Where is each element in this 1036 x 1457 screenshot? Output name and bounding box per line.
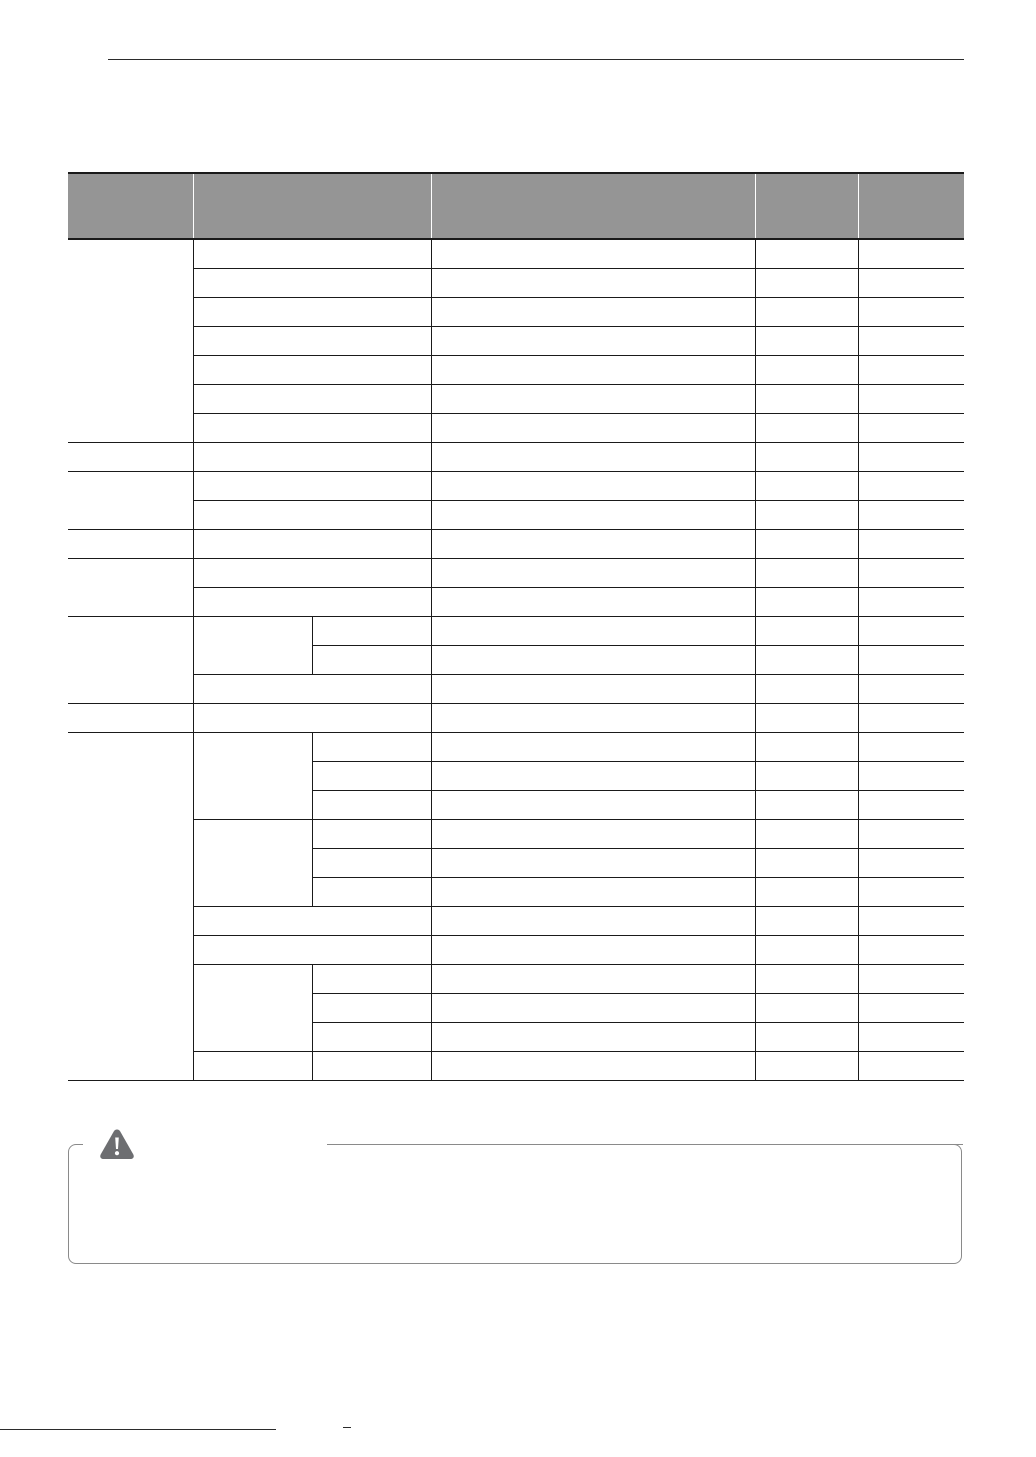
table-cell — [858, 530, 964, 559]
table-cell — [858, 588, 964, 617]
table-cell — [755, 965, 858, 994]
table-cell — [431, 588, 755, 617]
table-cell — [431, 791, 755, 820]
subgroup-cell — [193, 617, 312, 675]
table-row — [68, 414, 964, 443]
table-row — [68, 936, 964, 965]
table-cell — [312, 820, 431, 849]
table-cell — [858, 298, 964, 327]
table-cell — [755, 646, 858, 675]
table-cell — [755, 791, 858, 820]
table-row — [68, 965, 964, 994]
specification-table — [68, 172, 964, 1081]
table-cell — [193, 356, 431, 385]
table-cell — [431, 878, 755, 907]
table-cell — [858, 559, 964, 588]
table-cell — [193, 414, 431, 443]
table-cell — [431, 501, 755, 530]
table-cell — [858, 414, 964, 443]
table-cell — [858, 501, 964, 530]
table-cell — [431, 239, 755, 269]
table-cell — [193, 501, 431, 530]
table-cell — [858, 356, 964, 385]
subgroup-cell — [193, 1052, 312, 1081]
table-cell — [431, 936, 755, 965]
table-cell — [755, 704, 858, 733]
column-header — [431, 173, 755, 239]
table-cell — [431, 327, 755, 356]
table-cell — [431, 994, 755, 1023]
table-cell — [431, 849, 755, 878]
table-cell — [755, 1023, 858, 1052]
table-cell — [193, 530, 431, 559]
table-cell — [312, 994, 431, 1023]
column-header — [193, 173, 431, 239]
group-cell — [68, 239, 193, 443]
table-row — [68, 907, 964, 936]
table-row — [68, 327, 964, 356]
table-cell — [858, 849, 964, 878]
table-cell — [431, 733, 755, 762]
table-cell — [858, 443, 964, 472]
caution-box — [68, 1144, 962, 1264]
table-cell — [755, 239, 858, 269]
table-cell — [755, 356, 858, 385]
table-cell — [431, 356, 755, 385]
table-cell — [755, 936, 858, 965]
table-cell — [312, 733, 431, 762]
table-cell — [858, 617, 964, 646]
table-row — [68, 733, 964, 762]
header-rule — [108, 59, 964, 60]
table-cell — [755, 559, 858, 588]
footer-rule — [0, 1429, 276, 1430]
table-cell — [755, 414, 858, 443]
table-cell — [858, 762, 964, 791]
group-cell — [68, 559, 193, 617]
column-header — [755, 173, 858, 239]
table-row — [68, 269, 964, 298]
table-cell — [858, 791, 964, 820]
table-cell — [431, 269, 755, 298]
table-cell — [193, 385, 431, 414]
table-cell — [312, 1052, 431, 1081]
warning-triangle-icon — [99, 1128, 135, 1160]
table-cell — [312, 849, 431, 878]
table-cell — [431, 704, 755, 733]
table-cell — [755, 762, 858, 791]
table-cell — [755, 501, 858, 530]
table-cell — [312, 965, 431, 994]
table-cell — [755, 675, 858, 704]
table-cell — [858, 1052, 964, 1081]
subgroup-cell — [193, 733, 312, 820]
table-cell — [312, 878, 431, 907]
table-cell — [858, 269, 964, 298]
caution-heading-rule — [327, 1144, 963, 1145]
table-row — [68, 704, 964, 733]
table-cell — [312, 617, 431, 646]
table-cell — [858, 907, 964, 936]
table-cell — [193, 675, 431, 704]
table-row — [68, 617, 964, 646]
table-cell — [431, 762, 755, 791]
table-cell — [755, 733, 858, 762]
table-row — [68, 530, 964, 559]
table-cell — [755, 327, 858, 356]
table-cell — [858, 646, 964, 675]
group-cell — [68, 530, 193, 559]
table-cell — [193, 588, 431, 617]
table-row — [68, 559, 964, 588]
table-cell — [858, 994, 964, 1023]
table-cell — [858, 936, 964, 965]
table-row — [68, 239, 964, 269]
table-row — [68, 588, 964, 617]
table-cell — [858, 1023, 964, 1052]
table-cell — [431, 472, 755, 501]
table-cell — [431, 298, 755, 327]
table-cell — [755, 617, 858, 646]
table-cell — [193, 907, 431, 936]
table-cell — [431, 530, 755, 559]
table-row — [68, 356, 964, 385]
table-cell — [755, 878, 858, 907]
table-cell — [431, 1023, 755, 1052]
group-cell — [68, 733, 193, 1081]
table-cell — [755, 1052, 858, 1081]
table-cell — [312, 791, 431, 820]
table-cell — [431, 646, 755, 675]
table-cell — [858, 385, 964, 414]
table-cell — [755, 907, 858, 936]
table-cell — [431, 443, 755, 472]
table-cell — [755, 298, 858, 327]
table-cell — [193, 269, 431, 298]
table-cell — [755, 443, 858, 472]
table-row — [68, 820, 964, 849]
table-cell — [858, 733, 964, 762]
table-row — [68, 385, 964, 414]
table-cell — [431, 559, 755, 588]
table-row — [68, 501, 964, 530]
table-cell — [312, 762, 431, 791]
table-cell — [431, 385, 755, 414]
table-cell — [858, 878, 964, 907]
table-cell — [193, 239, 431, 269]
table-row — [68, 472, 964, 501]
table-cell — [755, 849, 858, 878]
table-cell — [858, 327, 964, 356]
table-cell — [193, 327, 431, 356]
table-cell — [312, 646, 431, 675]
footer-mark — [343, 1427, 351, 1428]
subgroup-cell — [193, 965, 312, 1052]
table-cell — [858, 239, 964, 269]
table-cell — [755, 385, 858, 414]
table-cell — [858, 704, 964, 733]
table-cell — [755, 530, 858, 559]
table-cell — [193, 936, 431, 965]
table-row — [68, 443, 964, 472]
table-cell — [193, 298, 431, 327]
table-cell — [755, 820, 858, 849]
table-row — [68, 298, 964, 327]
table-cell — [193, 472, 431, 501]
table-cell — [431, 414, 755, 443]
subgroup-cell — [193, 820, 312, 907]
table-cell — [193, 443, 431, 472]
table-cell — [431, 907, 755, 936]
table-cell — [193, 704, 431, 733]
table-cell — [431, 675, 755, 704]
table-cell — [755, 269, 858, 298]
table-header-row — [68, 173, 964, 239]
table-row — [68, 1052, 964, 1081]
group-cell — [68, 704, 193, 733]
group-cell — [68, 443, 193, 472]
table-cell — [755, 472, 858, 501]
table-cell — [858, 820, 964, 849]
table-cell — [312, 1023, 431, 1052]
table-cell — [431, 965, 755, 994]
column-header — [68, 173, 193, 239]
table-cell — [431, 617, 755, 646]
table-cell — [431, 820, 755, 849]
table-cell — [755, 994, 858, 1023]
column-header — [858, 173, 964, 239]
group-cell — [68, 617, 193, 704]
table-cell — [858, 965, 964, 994]
table-cell — [858, 472, 964, 501]
table-cell — [858, 675, 964, 704]
table-cell — [193, 559, 431, 588]
table-row — [68, 675, 964, 704]
group-cell — [68, 472, 193, 530]
table-cell — [755, 588, 858, 617]
table-cell — [431, 1052, 755, 1081]
